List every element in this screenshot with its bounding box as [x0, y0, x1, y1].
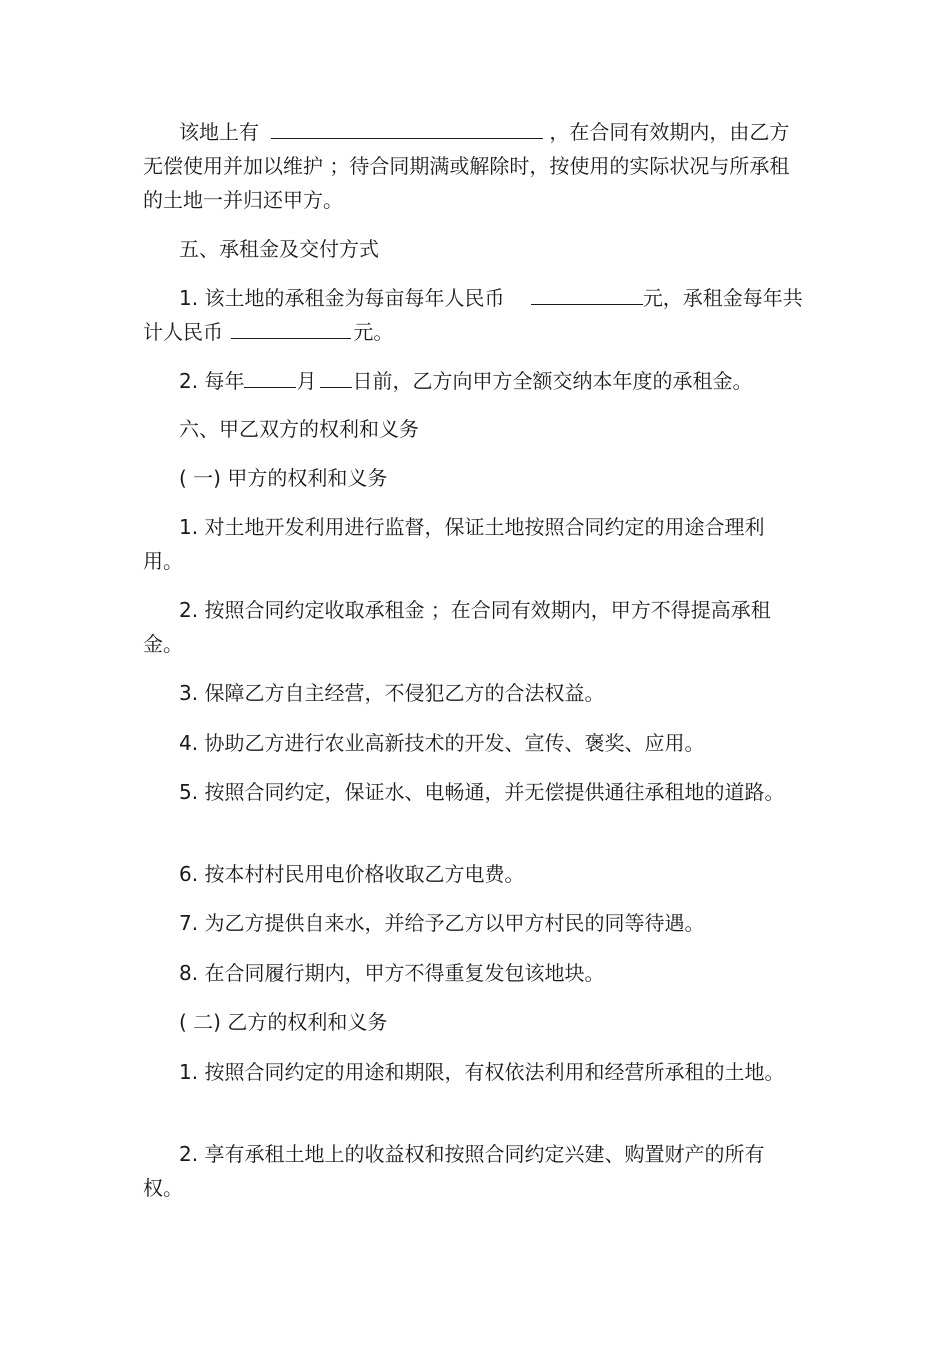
blank-field[interactable] [231, 320, 351, 339]
list-item: 3. 保障乙方自主经营，不侵犯乙方的合法权益。 [179, 681, 605, 705]
paragraph-text: 该地上有 [179, 120, 259, 144]
section-heading: 五、承租金及交付方式 [179, 237, 379, 261]
list-item: 6. 按本村村民用电价格收取乙方电费。 [179, 862, 525, 886]
list-item: 1. 按照合同约定的用途和期限，有权依法利用和经营所承租的土地。 [179, 1060, 785, 1084]
blank-field[interactable] [320, 369, 352, 388]
subsection-heading: ( 二) 乙方的权利和义务 [179, 1010, 388, 1034]
blank-field[interactable] [244, 369, 296, 388]
paragraph-text: ，在合同有效期内，由乙方无偿使用并加以维护 ；待合同期满或解除时，按使用的实际状况与所承租的土地一并归还甲方。 [143, 120, 790, 212]
list-item: 5. 按照合同约定，保证水、电畅通，并无偿提供通往承租地的道路。 [179, 780, 785, 804]
blank-field[interactable] [531, 286, 643, 305]
blank-field[interactable] [271, 120, 543, 139]
section-heading: 六、甲乙双方的权利和义务 [179, 417, 419, 441]
paragraph-rent-amount [143, 281, 803, 349]
list-item: 2. 按照合同约定收取承租金 ；在合同有效期内，甲方不得提高承租金。 [143, 598, 771, 656]
list-item: 2. 享有承租土地上的收益权和按照合同约定兴建、购置财产的所有权。 [143, 1142, 765, 1200]
paragraph-text: 元，承租金每年共计人民币 [143, 286, 803, 344]
list-item: 1. 对土地开发利用进行监督，保证土地按照合同约定的用途合理利用。 [143, 515, 765, 573]
list-item: 7. 为乙方提供自来水，并给予乙方以甲方村民的同等待遇。 [179, 911, 705, 935]
paragraph-text: 元。 [353, 320, 394, 344]
paragraph-land-facilities [143, 115, 803, 217]
paragraph-text: 月 [296, 369, 317, 393]
paragraph-text: 日前，乙方向甲方全额交纳本年度的承租金。 [352, 369, 753, 393]
list-item: 8. 在合同履行期内，甲方不得重复发包该地块。 [179, 961, 605, 985]
paragraph-rent-deadline [143, 364, 803, 398]
list-item: 4. 协助乙方进行农业高新技术的开发、宣传、褒奖、应用。 [179, 731, 705, 755]
paragraph-text: 2. 每年 [179, 369, 245, 393]
subsection-heading: ( 一) 甲方的权利和义务 [179, 466, 388, 490]
paragraph-text: 1. 该土地的承租金为每亩每年人民币 [179, 286, 505, 310]
